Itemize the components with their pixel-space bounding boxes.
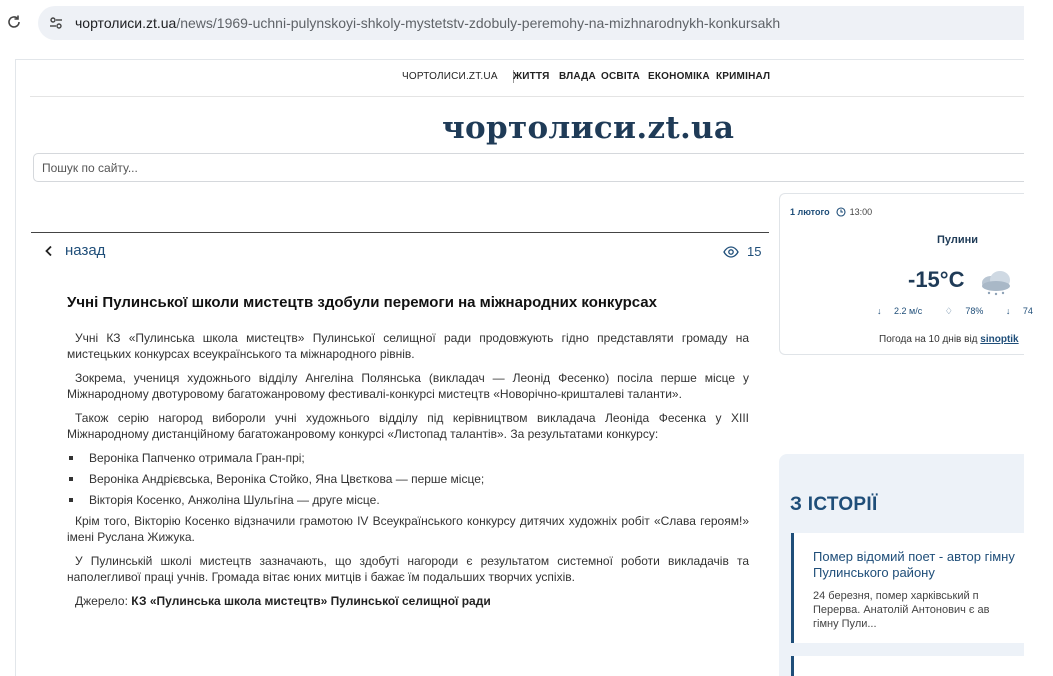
weather-date: 1 лютого [790, 207, 830, 217]
humidity-value: 78% [965, 306, 984, 316]
history-card-excerpt-line: Перерва. Анатолій Антонович є ав [813, 604, 990, 616]
search-input[interactable] [33, 153, 1024, 182]
humidity-icon: ♢ [944, 306, 953, 316]
pressure-value: 74 [1022, 306, 1033, 316]
pressure-stat [1006, 306, 1043, 316]
history-card-excerpt-line: гімну Пули... [813, 618, 877, 630]
article-paragraph: Крім того, Вікторію Косенко відзначили грамотою IV Всеукраїнського конкурсу дитячих художніх робіт «Слава героям!» імені Руслана Жижука. [67, 514, 749, 544]
wind-stat [877, 306, 932, 316]
nav-divider [30, 96, 1024, 97]
history-card-title[interactable] [813, 549, 1027, 581]
view-counter [723, 244, 761, 259]
browser-toolbar [0, 0, 1024, 46]
article-body [67, 330, 749, 617]
nav-brand-link[interactable]: ЧОРТОЛИСИ.ZT.UA [402, 71, 498, 82]
award-list-item: Вікторія Косенко, Анжоліна Шульгіна — друге місце. [89, 492, 749, 508]
back-link[interactable] [44, 242, 105, 259]
chevron-left-icon [44, 245, 54, 257]
weather-forecast-note [879, 334, 1019, 345]
back-label: назад [65, 242, 106, 259]
nav-item-osvita[interactable]: ОСВІТА [601, 71, 640, 82]
article-paragraph: Учні КЗ «Пулинська школа мистецтв» Пулинської селищної ради продовжують гідно представляти громаду на мистецьких конкурсах всеукраїнського та міжнародного рівнів. [67, 331, 749, 361]
article-paragraph: У Пулинській школі мистецтв зазначають, що здобуті нагороди є результатом системної роботи викладачів та наполегливої праці учнів. Громада вітає юних митців і бажає їм подальших творчих успіхів. [67, 554, 749, 584]
url-text[interactable] [75, 15, 780, 31]
nav-item-kryminal[interactable]: КРИМІНАЛ [716, 71, 771, 82]
eye-icon [723, 246, 739, 258]
history-card-excerpt [813, 589, 1027, 631]
nav-item-ekonomika[interactable]: ЕКОНОМІКА [648, 71, 710, 82]
article-title: Учні Пулинської школи мистецтв здобули перемоги на міжнародних конкурсах [67, 294, 657, 311]
forecast-text: Погода на 10 днів від [879, 334, 978, 345]
url-domain: чортолиси.zt.ua [75, 15, 177, 31]
history-card-title-line: Помер відомий поет - автор гімну [813, 549, 1015, 564]
article-paragraph: Також серію нагород вибороли учні художнього відділу під керівництвом викладача Леоніда Фесенка у XIII Міжнародному дистанційному багатожанровому конкурсі «Листопад талантів». За результатами конкурсу: [67, 411, 749, 441]
cloud-snow-icon [978, 268, 1014, 296]
weather-widget [779, 193, 1033, 355]
nav-item-zhyttia[interactable]: ЖИТТЯ [513, 71, 550, 82]
reload-icon[interactable] [6, 14, 22, 30]
wind-icon: ↓ [877, 306, 882, 316]
weather-datetime [790, 207, 872, 217]
forecast-link[interactable]: sinoptik [980, 334, 1019, 345]
history-card-title-line: Пулинського району [813, 565, 935, 580]
history-card[interactable] [791, 533, 1024, 643]
history-section [779, 454, 1024, 676]
award-list [89, 450, 749, 508]
history-heading: З ІСТОРІЇ [790, 494, 878, 515]
award-list-item: Вероніка Андрієвська, Вероніка Стойко, Яна Цвєткова — перше місце; [89, 471, 749, 487]
site-logo[interactable]: чортолиси.zt.ua [442, 110, 735, 146]
url-path: /news/1969-uchni-pulynskoyi-shkoly-mystetstv-zdobuly-peremohy-na-mizhnarodnykh-konkursakh [176, 15, 781, 31]
weather-stats [877, 306, 1053, 317]
article-divider [31, 232, 769, 233]
pressure-icon: ↓ [1005, 306, 1011, 316]
humidity-stat [945, 306, 994, 316]
wind-speed: 2.2 м/с [894, 306, 923, 316]
article-source [67, 593, 749, 609]
clock-icon [836, 207, 846, 217]
award-list-item: Вероніка Папченко отримала Гран-прі; [89, 450, 749, 466]
history-card-excerpt-line: 24 березня, помер харківський п [813, 590, 979, 602]
source-link[interactable]: КЗ «Пулинська школа мистецтв» Пулинської селищної ради [131, 594, 491, 608]
history-card[interactable] [791, 656, 1024, 676]
article-paragraph: Зокрема, учениця художнього відділу Ангеліна Полянська (викладач — Леонід Фесенко) посіла перше місце у Міжнародному двотуровому багатожанровому фестивалі-конкурсі мистецтв «Новорічно-кришталеві таланти». [67, 371, 749, 401]
top-navigation [15, 60, 1024, 94]
site-settings-icon[interactable] [48, 15, 64, 31]
source-label: Джерело: [75, 594, 128, 608]
view-count: 15 [747, 244, 762, 259]
address-bar[interactable] [38, 6, 1024, 40]
weather-temperature: -15°C [908, 267, 965, 292]
weather-time: 13:00 [849, 207, 873, 217]
weather-city: Пулини [937, 234, 979, 246]
nav-item-vlada[interactable]: ВЛАДА [559, 71, 596, 82]
